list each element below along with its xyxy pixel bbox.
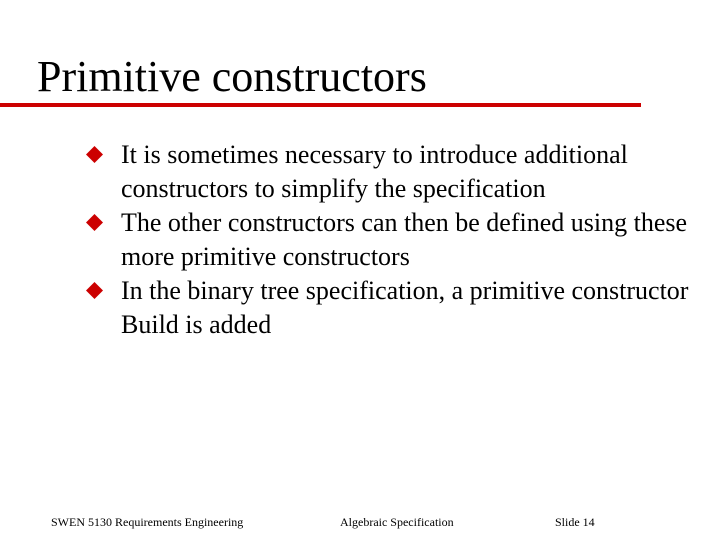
bullet-text: In the binary tree specification, a primitive constructor Build is added [121, 276, 689, 339]
footer-slide-number: Slide 14 [555, 515, 595, 529]
diamond-bullet-icon [86, 146, 103, 163]
bullet-item [86, 138, 706, 206]
diamond-bullet-icon [86, 282, 103, 299]
footer-course: SWEN 5130 Requirements Engineering [51, 515, 244, 529]
bullet-item [86, 206, 706, 274]
slide-title: Primitive constructors [37, 52, 427, 101]
bullet-text: It is sometimes necessary to introduce additional constructors to simplify the specification [121, 140, 628, 203]
bullet-text: The other constructors can then be defined using these more primitive constructors [121, 208, 688, 271]
footer-topic: Algebraic Specification [340, 515, 454, 529]
bullet-list [86, 138, 706, 342]
diamond-bullet-icon [86, 214, 103, 231]
bullet-item [86, 274, 706, 342]
title-underline [0, 103, 641, 107]
